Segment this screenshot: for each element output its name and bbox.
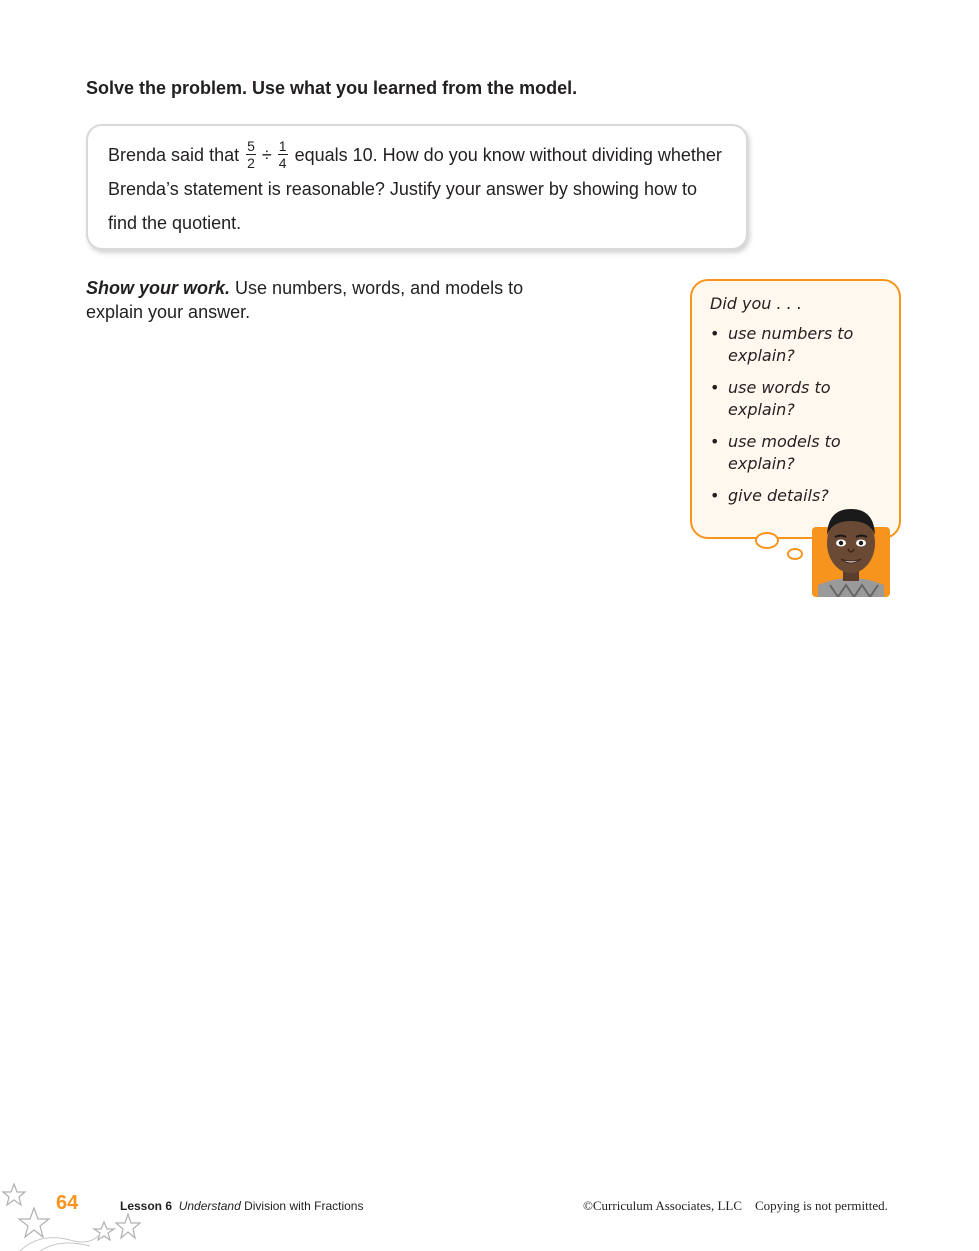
problem-box bbox=[86, 124, 748, 250]
checklist-item: • use words to explain? bbox=[710, 377, 889, 421]
page-number: 64 bbox=[56, 1192, 79, 1214]
checklist-item: • use models to explain? bbox=[710, 431, 889, 475]
show-work-text: Use numbers, words, and models to explain your answer. bbox=[86, 278, 524, 322]
checklist-item: • give details? bbox=[710, 485, 889, 507]
fraction-numerator: 1 bbox=[278, 137, 287, 154]
instruction-heading: Solve the problem. Use what you learned from the model. bbox=[86, 78, 578, 98]
footer-lesson-title bbox=[120, 1199, 363, 1213]
copyright-notice: ©Curriculum Associates, LLC Copying is not permitted. bbox=[583, 1198, 888, 1213]
lesson-label: Lesson 6 bbox=[120, 1199, 173, 1213]
thought-dot-large bbox=[755, 532, 779, 549]
lesson-topic: Division with Fractions bbox=[244, 1199, 364, 1213]
checklist-title: Did you . . . bbox=[710, 294, 802, 313]
fraction-denominator: 2 bbox=[247, 154, 255, 171]
fraction-five-halves bbox=[246, 139, 256, 170]
show-work-prompt bbox=[86, 276, 556, 324]
lesson-topic-italic: Understand bbox=[178, 1199, 241, 1213]
problem-text-before: Brenda said that bbox=[108, 145, 240, 165]
footer-stars-decoration bbox=[0, 1182, 160, 1251]
checklist bbox=[710, 323, 889, 507]
thought-dot-small bbox=[787, 548, 803, 560]
fraction-one-fourth bbox=[278, 139, 288, 170]
show-work-lead: Show your work. bbox=[86, 278, 231, 298]
fraction-numerator: 5 bbox=[247, 137, 255, 154]
fraction-denominator: 4 bbox=[278, 154, 287, 171]
division-sign: ÷ bbox=[261, 145, 272, 165]
student-avatar bbox=[812, 505, 890, 597]
thought-bubble bbox=[690, 279, 901, 539]
problem-text-after: equals 10. How do you know without dividing whether Brenda’s statement is reasonable? Justify your answer by showing how to find the quotient. bbox=[108, 145, 722, 233]
checklist-item: • use numbers to explain? bbox=[710, 323, 889, 367]
